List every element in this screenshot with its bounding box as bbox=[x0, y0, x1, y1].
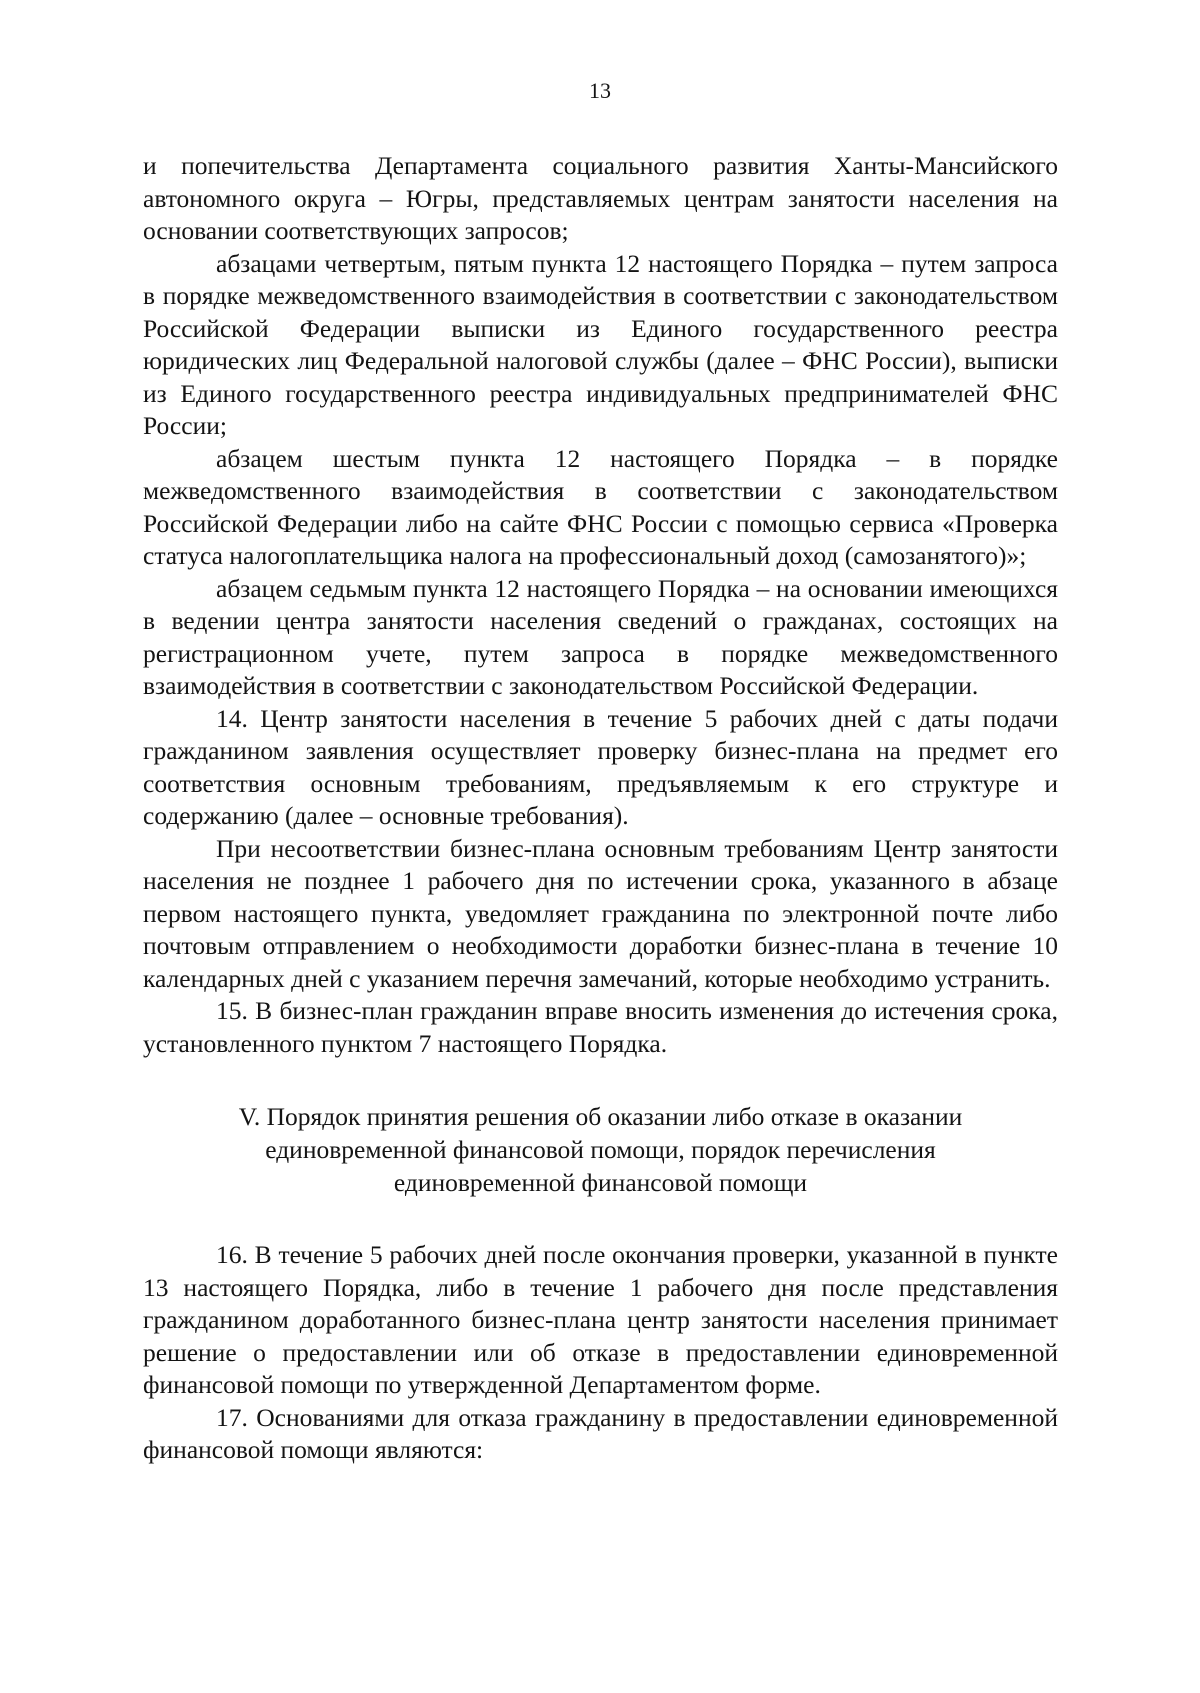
paragraph-item-14: 14. Центр занятости населения в течение 5 рабочих дней с даты подачи гражданином заявления осуществляет проверку бизнес-плана на предмет его соответствия основным требованиям, предъявляемым к его структуре и содержанию (далее – основные требования). bbox=[143, 703, 1058, 830]
document-body bbox=[143, 150, 1058, 1467]
page-number: 13 bbox=[589, 78, 611, 103]
paragraph: При несоответствии бизнес-плана основным требованиям Центр занятости населения не позднее 1 рабочего дня по истечении срока, указанного в абзаце первом настоящего пункта, уведомляет гражданина по электронной почте либо почтовым отправлением о необходимости доработки бизнес-плана в течение 10 календарных дней с указанием перечня замечаний, которые необходимо устранить. bbox=[143, 833, 1058, 993]
paragraph: и попечительства Департамента социального развития Ханты-Мансийского автономного округа – Югры, представляемых центрам занятости населения на основании соответствующих запросов; bbox=[143, 151, 1058, 245]
paragraph: абзацем шестым пункта 12 настоящего Порядка – в порядке межведомственного взаимодействия в соответствии с законодательством Российской Федерации либо на сайте ФНС России с помощью сервиса «Проверка статуса налогоплательщика налога на профессиональный доход (самозанятого)»; bbox=[143, 443, 1058, 570]
paragraph-item-17: 17. Основаниями для отказа гражданину в предоставлении единовременной финансовой помощи являются: bbox=[143, 1402, 1058, 1464]
paragraph-item-15: 15. В бизнес-план гражданин вправе вносить изменения до истечения срока, установленного пунктом 7 настоящего Порядка. bbox=[143, 996, 1058, 1058]
section-heading bbox=[143, 1100, 1058, 1199]
paragraph-item-16: 16. В течение 5 рабочих дней после окончания проверки, указанной в пункте 13 настоящего Порядка, либо в течение 1 рабочего дня после представления гражданином доработанного бизнес-плана центр занятости населения принимает решение о предоставлении или об отказе в предоставлении единовременной финансовой помощи по утвержденной Департаментом форме. bbox=[143, 1240, 1058, 1399]
paragraph: абзацем седьмым пункта 12 настоящего Порядка – на основании имеющихся в ведении центра занятости населения сведений о гражданах, состоящих на регистрационном учете, путем запроса в порядке межведомственного взаимодействия в соответствии с законодательством Российской Федерации. bbox=[143, 573, 1058, 700]
section-heading-line: V. Порядок принятия решения об оказании либо отказе в оказании bbox=[238, 1102, 963, 1131]
section-heading-line: единовременной финансовой помощи, порядок перечисления bbox=[265, 1135, 936, 1164]
paragraph: абзацами четвертым, пятым пункта 12 настоящего Порядка – путем запроса в порядке межведомственного взаимодействия в соответствии с законодательством Российской Федерации выписки из Единого государственного реестра юридических лиц Федеральной налоговой службы (далее – ФНС России), выписки из Единого государственного реестра индивидуальных предпринимателей ФНС России; bbox=[143, 248, 1058, 440]
section-heading-line: единовременной финансовой помощи bbox=[393, 1168, 808, 1197]
